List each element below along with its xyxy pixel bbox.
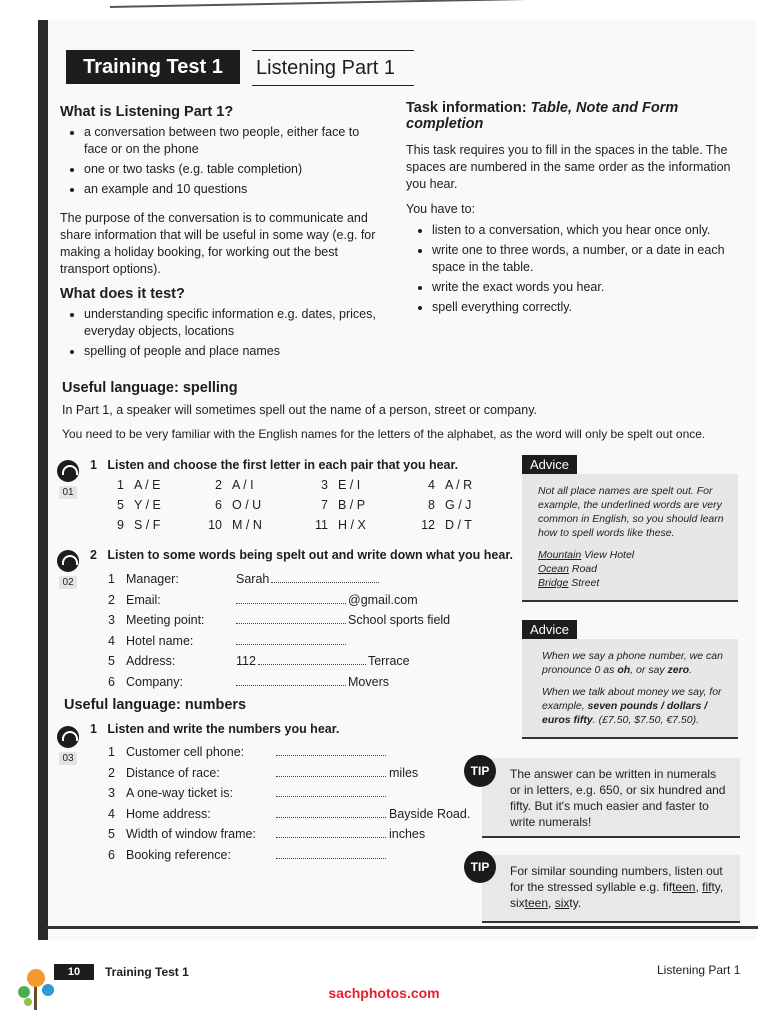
text: , [548, 896, 555, 910]
list-item [108, 764, 418, 780]
letter-pair [108, 498, 161, 512]
item-number: 6 [215, 498, 222, 512]
pair-letters: S / F [134, 518, 161, 532]
suffix-text: miles [389, 765, 419, 780]
item-label: Address: [126, 654, 176, 668]
list-item: • spelling of people and place names [84, 343, 380, 360]
answer-blank[interactable] [236, 611, 346, 624]
letter-pair [206, 478, 254, 492]
suffix-text: Movers [348, 674, 389, 689]
answer-blank[interactable] [276, 764, 386, 777]
tip-text [510, 863, 730, 911]
spelling-line-2: You need to be very familiar with the English names for the letters of the alphabet, as the word will only be spelt out once. [62, 427, 706, 441]
exercise-1-title [90, 458, 458, 472]
underlined-word: Mountain [538, 549, 582, 561]
underlined-syllable: six [554, 896, 570, 910]
audio-track-03[interactable] [55, 726, 81, 766]
item-number: 2 [108, 592, 115, 607]
pair-letters: A / R [445, 478, 473, 492]
underlined-syllable: teen [524, 896, 549, 910]
tip-box-2 [482, 855, 740, 923]
item-number: 8 [428, 498, 435, 512]
suffix-text: @gmail.com [348, 592, 418, 607]
prefilled-text: 112 [236, 654, 256, 668]
track-number: 02 [59, 576, 76, 589]
exercise-instruction: Listen and write the numbers you hear. [107, 722, 340, 736]
tip-text: The answer can be written in numerals or in letters, e.g. 650, or six hundred and fifty. But it's much easier and faster to write numerals! [510, 767, 726, 829]
page-title: Listening Part 1 [252, 50, 414, 86]
pair-letters: O / U [232, 498, 262, 512]
list-item: • spell everything correctly. [432, 299, 736, 316]
headphones-icon [57, 726, 79, 748]
advice-box-1 [522, 455, 738, 602]
numbers-heading-wrap [64, 697, 246, 713]
spelling-heading: Useful language: spelling [62, 380, 238, 396]
intro-section [60, 104, 380, 363]
intro-heading: What is Listening Part 1? [60, 104, 234, 120]
bold-text: oh [617, 664, 631, 676]
item-number: 5 [108, 827, 115, 841]
task-heading-plain: Task information: [406, 100, 531, 116]
item-number: 1 [117, 478, 124, 492]
exercise-number: 1 [90, 458, 97, 472]
item-number: 12 [421, 518, 435, 532]
tip-badge: TIP [464, 851, 496, 883]
footer-right: Listening Part 1 [657, 963, 741, 977]
page-bottom-edge [46, 926, 758, 943]
intro-paragraph: The purpose of the conversation is to communicate and share information that will be useful in some way (e.g. for making a holiday booking, for working out the best transport options). [60, 211, 376, 276]
list-item [108, 846, 386, 862]
item-label: Booking reference: [126, 847, 231, 862]
answer-blank[interactable] [276, 825, 386, 838]
item-number: 4 [428, 478, 435, 492]
pair-letters: M / N [232, 518, 262, 532]
suffix-text: Terrace [367, 654, 410, 668]
suffix-text: School sports field [348, 613, 451, 627]
advice-title: Advice [522, 620, 577, 639]
test-heading: What does it test? [60, 286, 185, 302]
item-label: Email: [126, 592, 161, 607]
list-item [108, 570, 379, 586]
pair-letters: D / T [445, 518, 472, 532]
item-label: Manager: [126, 572, 179, 586]
test-tag: Training Test 1 [66, 50, 240, 84]
exercise-instruction: Listen and choose the first letter in each pair that you hear. [107, 458, 459, 472]
list-item [108, 611, 450, 627]
answer-blank[interactable] [236, 591, 346, 604]
letter-pair [312, 478, 360, 492]
item-label: A one-way ticket is: [126, 786, 233, 800]
text: When we say a phone number, we can pronounce 0 as [542, 650, 723, 676]
task-info-section [406, 100, 736, 319]
list-item [108, 805, 470, 821]
pair-letters: Y / E [134, 498, 161, 512]
advice-line-1 [542, 649, 726, 677]
task-heading-italic: Table, Note and Form completion [406, 100, 679, 132]
spelling-section [62, 380, 742, 443]
list-item: • write the exact words you hear. [432, 279, 736, 296]
list-item: • one or two tasks (e.g. table completion) [84, 161, 380, 178]
pair-letters: A / E [134, 478, 161, 492]
advice-example [538, 576, 726, 590]
pair-letters: B / P [338, 498, 366, 512]
answer-blank[interactable] [276, 743, 386, 756]
item-label: Home address: [126, 806, 211, 821]
answer-blank[interactable] [271, 570, 379, 583]
suffix-text: Bayside Road. [389, 806, 471, 821]
text: , six [510, 880, 724, 910]
item-number: 6 [108, 674, 115, 689]
item-label: Hotel name: [126, 633, 194, 648]
footer-left: Training Test 1 [105, 965, 189, 979]
list-item [108, 673, 389, 689]
answer-blank[interactable] [276, 805, 386, 818]
item-number: 2 [108, 765, 115, 780]
task-info-heading [406, 100, 736, 132]
item-number: 10 [208, 518, 222, 532]
intro-bullets [60, 124, 380, 198]
advice-box-2 [522, 620, 738, 739]
text: For similar sounding numbers, listen out for the stressed syllable e.g. fif [510, 864, 723, 894]
underlined-word: Ocean [538, 563, 569, 575]
list-item [108, 591, 418, 607]
list-item [108, 825, 425, 841]
item-number: 9 [117, 518, 124, 532]
audio-track-02[interactable] [55, 550, 81, 590]
numbers-heading: Useful language: numbers [64, 697, 247, 713]
item-label: Customer cell phone: [126, 745, 245, 759]
watermark: sachphotos.com [328, 985, 440, 1001]
headphones-icon [57, 460, 79, 482]
text: ty [711, 880, 720, 894]
text: ty [569, 896, 578, 910]
pair-letters: A / I [232, 478, 254, 492]
page-number: 10 [54, 964, 94, 980]
pair-letters: G / J [445, 498, 472, 512]
letter-pair [206, 518, 262, 532]
item-number: 5 [108, 654, 115, 668]
tip-box-1 [482, 758, 740, 838]
item-label: Meeting point: [126, 613, 205, 627]
letter-pair [419, 498, 471, 512]
letter-pair [419, 478, 472, 492]
spelling-line-1: In Part 1, a speaker will sometimes spell out the name of a person, street or company. [62, 403, 537, 417]
item-number: 3 [108, 613, 115, 627]
pair-letters: E / I [338, 478, 361, 492]
item-number: 1 [108, 572, 115, 586]
list-item: • listen to a conversation, which you hear once only. [432, 222, 736, 239]
track-number: 01 [59, 486, 76, 499]
example-rest: Road [568, 563, 597, 575]
item-label: Company: [126, 674, 183, 689]
advice-example [538, 562, 726, 576]
letter-pair [206, 498, 261, 512]
pair-letters: H / X [338, 518, 366, 532]
suffix-text: inches [389, 827, 426, 841]
advice-body [522, 474, 738, 602]
example-rest: View Hotel [581, 549, 635, 561]
text: . (£7.50, $7.50, €7.50). [592, 714, 700, 726]
list-item: • understanding specific information e.g. dates, prices, everyday objects, locations [84, 306, 380, 340]
you-have-to: You have to: [406, 202, 476, 216]
item-number: 4 [108, 806, 115, 821]
advice-line-2 [542, 685, 726, 727]
item-number: 1 [108, 745, 115, 759]
letter-pair [108, 518, 160, 532]
answer-blank[interactable] [276, 784, 386, 797]
item-number: 5 [117, 498, 124, 512]
bold-text: zero [667, 664, 690, 676]
item-number: 6 [108, 847, 115, 862]
prefilled-text: Sarah [236, 572, 270, 586]
advice-title: Advice [522, 455, 577, 474]
item-number: 3 [108, 786, 115, 800]
letter-pair [419, 518, 472, 532]
list-item [108, 652, 410, 668]
underlined-syllable: teen [672, 880, 696, 894]
task-info-paragraph: This task requires you to fill in the spaces in the table. The spaces are numbered in the same order as the information you hear. [406, 143, 731, 191]
list-item: • a conversation between two people, either face to face or on the phone [84, 124, 380, 158]
text: . [577, 896, 582, 910]
letter-pair [108, 478, 160, 492]
exercise-instruction: Listen to some words being spelt out and write down what you hear. [107, 548, 513, 562]
letter-pair [312, 518, 366, 532]
text: When we talk about money we say, for example, [542, 686, 722, 712]
item-number: 4 [108, 633, 115, 648]
audio-track-01[interactable] [55, 460, 81, 500]
page-top-edge [110, 0, 550, 18]
exercise-number: 2 [90, 548, 97, 562]
headphones-icon [57, 550, 79, 572]
list-item [108, 743, 386, 759]
underlined-syllable: fif [702, 880, 712, 894]
text: , or say [630, 664, 668, 676]
underlined-word: Bridge [538, 577, 569, 589]
advice-example [538, 548, 726, 562]
exercise-number: 1 [90, 722, 97, 736]
list-item [108, 632, 346, 648]
item-number: 3 [321, 478, 328, 492]
answer-blank[interactable] [258, 652, 366, 665]
advice-body [522, 639, 738, 739]
bold-text: seven pounds / dollars / euros fifty [542, 700, 708, 726]
letter-pair [312, 498, 365, 512]
item-label: Distance of race: [126, 765, 220, 780]
list-item [108, 784, 386, 800]
task-bullets [406, 222, 736, 316]
test-bullets [60, 306, 380, 360]
exercise-2-title [90, 548, 513, 562]
list-item: • an example and 10 questions [84, 181, 380, 198]
track-number: 03 [59, 752, 76, 765]
item-number: 2 [215, 478, 222, 492]
item-number: 7 [321, 498, 328, 512]
answer-blank[interactable] [236, 632, 346, 645]
advice-text: Not all place names are spelt out. For example, the underlined words are very common in English, so you should learn how to spell words like these. [538, 485, 724, 539]
answer-blank[interactable] [236, 673, 346, 686]
example-rest: Street [568, 577, 600, 589]
answer-blank[interactable] [276, 846, 386, 859]
text: , [695, 880, 703, 894]
item-number: 11 [315, 518, 328, 532]
list-item: • write one to three words, a number, or a date in each space in the table. [432, 242, 736, 276]
tip-badge: TIP [464, 755, 496, 787]
text: . [689, 664, 693, 676]
item-label: Width of window frame: [126, 827, 256, 841]
numbers-exercise-title [90, 722, 339, 736]
